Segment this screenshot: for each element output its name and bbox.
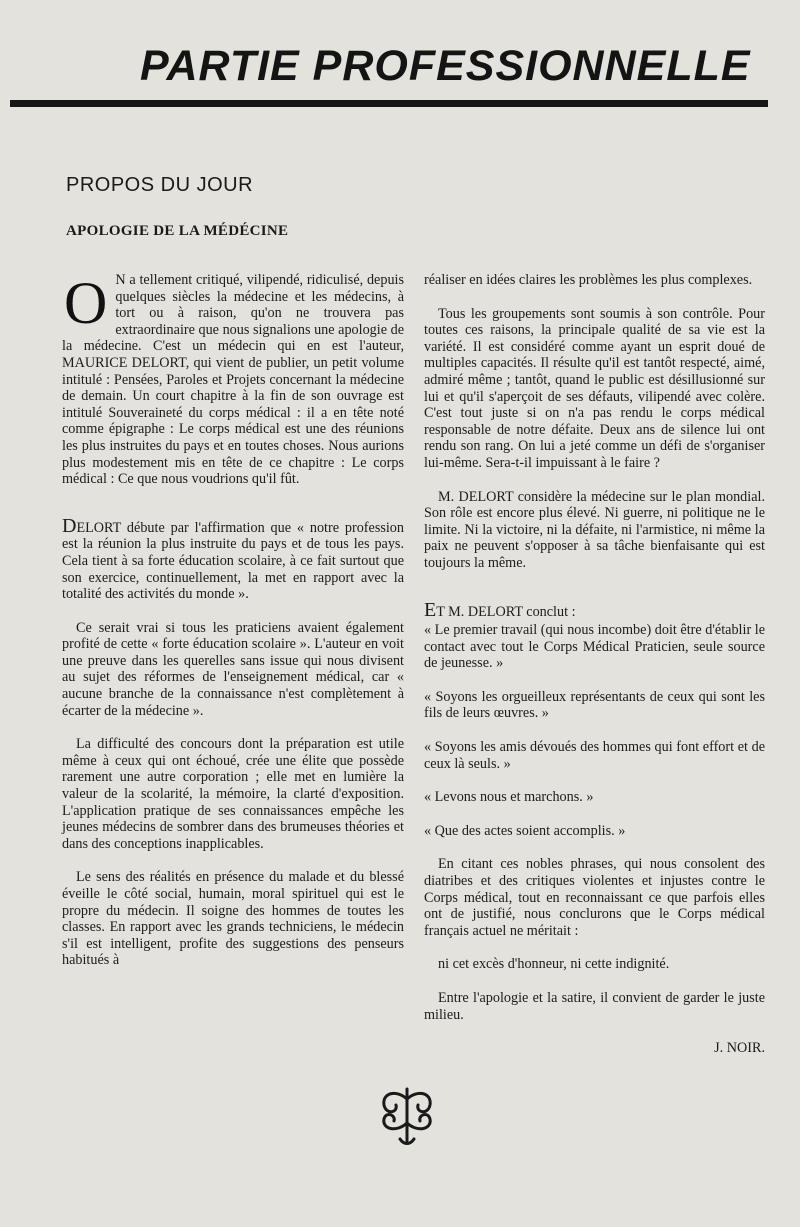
article-title: APOLOGIE DE LA MÉDÉCINE	[66, 223, 289, 239]
header-rule	[10, 100, 768, 107]
section-title: PARTIE PROFESSIONNELLE	[140, 42, 751, 90]
paragraph-text: N a tellement critiqué, vilipendé, ridiculisé, depuis quelques siècles la médecine et les médecins, à tort ou à raison, qu'on ne trouvera pas extraordinaire que nous signalions une apologie de la médecine. C'est un médecin qui en est l'auteur, MAURICE DELORT, qui vient de publier, un petit volume intitulé : Pensées, Paroles et Projets concernant la médecine de demain. Un court chapitre à la fin de son ouvrage est intitulé Souveraineté du corps médical : il a en tête noté comme épigraphe : Le corps médical est une des réunions les plus instruites du pays et en toutes choses. Nous aurions plus modestement mis en tête de ce chapitre : Le corps médical : Ce que nous voudrions qu'il fût.	[62, 272, 404, 488]
drop-cap: O	[64, 270, 108, 336]
paragraph-6: Tous les groupements sont soumis à son contrôle. Pour toutes ces raisons, la principale qualité de sa vie est la variété. Il est considéré comme ayant un esprit doué de multiples capacités. Il résulte qu'il est tantôt respecté, aimé, admiré même ; tantôt, quand le public est désillusionné sur lui et qu'il s'aperçoit de ses défauts, vilipendé avec colère. C'est tout juste si on n'a pas rendu le corps médical responsable de notre défaite. Deux ans de silence lui ont rendu son rang. On lui a jeté comme un défi de s'organiser lui-même. Sera-t-il impuissant à le faire ?	[424, 305, 765, 471]
quote-5: « Que des actes soient accomplis. »	[424, 822, 626, 839]
quote-1: « Le premier travail (qui nous incombe) doit être d'établir le contact avec tout le Corps Médical Praticien, seule source de jeunesse. »	[424, 622, 765, 672]
right-column	[424, 272, 765, 1074]
author-signature: J. NOIR.	[714, 1040, 765, 1057]
paragraph-text: T M. DELORT conclut :	[436, 603, 576, 620]
initial-letter: E	[424, 598, 437, 621]
paragraph-7: M. DELORT considère la médecine sur le plan mondial. Son rôle est encore plus élevé. Ni guerre, ni politique ne le limite. Ni la victoire, ni la défaite, ni l'armistice, ni même la paix ne peuvent s'opposer à sa tâche bienfaisante qui est toujours la même.	[424, 488, 765, 571]
paragraph-continuation: réaliser en idées claires les problèmes les plus complexes.	[424, 272, 753, 288]
ornament-flourish-icon	[376, 1083, 438, 1147]
quote-3: « Soyons les amis dévoués des hommes qui font effort et de ceux là seuls. »	[424, 739, 765, 772]
paragraph-4: La difficulté des concours dont la préparation est utile même à ceux qui ont échoué, crée une élite que possède rarement une autre corporation ; elle met en lumière la valeur de la scolarité, la mémoire, la clarté d'exposition. L'application pratique de ses connaissances empêche les jeunes médecins de sombrer dans des brumeuses théories et dans des conceptions inapplicables.	[62, 736, 404, 852]
paragraph-5: Le sens des réalités en présence du malade et du blessé éveille le côté social, humain, moral spirituel qui est le propre du médecin. Il soigne des hommes de toutes les classes. En rapport avec les grands techniciens, le médecin s'il est intelligent, profite des suggestions des penseurs habitués à	[62, 869, 404, 969]
left-column	[62, 272, 404, 986]
initial-letter: D	[62, 514, 77, 537]
quote-4: « Levons nous et marchons. »	[424, 789, 594, 806]
paragraph-1	[62, 272, 404, 488]
rubric-heading: PROPOS DU JOUR	[66, 174, 254, 196]
paragraph-9: En citant ces nobles phrases, qui nous consolent des diatribes et des critiques violentes et injustes contre le Corps médical, tout en reconnaissant ce que parfois elles ont de justifié, nous conclurons que le Corps médical français actuel ne méritait :	[424, 856, 765, 939]
paragraph-text: ELORT débute par l'affirmation que « notre profession est la réunion la plus instruite du pays et de tous les pays. Cela tient à sa forte éducation scolaire, à ce fait surtout que son exercice, continuellement, la met en rapport avec la totalité des activités du monde ».	[62, 519, 404, 603]
quote-2: « Soyons les orgueilleux représentants de ceux qui sont les fils de leurs œuvres. »	[424, 688, 765, 722]
paragraph-3: Ce serait vrai si tous les praticiens avaient également profité de cette « forte éducation scolaire ». L'auteur en voit une preuve dans les querelles sans issue qui nous divisent au sujet des réformes de l'enseignement médical, car « aucune branche de la connaissance n'est complètement à écarter de la médecine ».	[62, 619, 404, 719]
paragraph-2	[62, 514, 404, 603]
paragraph-11: Entre l'apologie et la satire, il convient de garder le juste milieu.	[424, 990, 765, 1023]
paragraph-10: ni cet excès d'honneur, ni cette indignité.	[438, 956, 670, 973]
paragraph-8	[424, 598, 765, 621]
